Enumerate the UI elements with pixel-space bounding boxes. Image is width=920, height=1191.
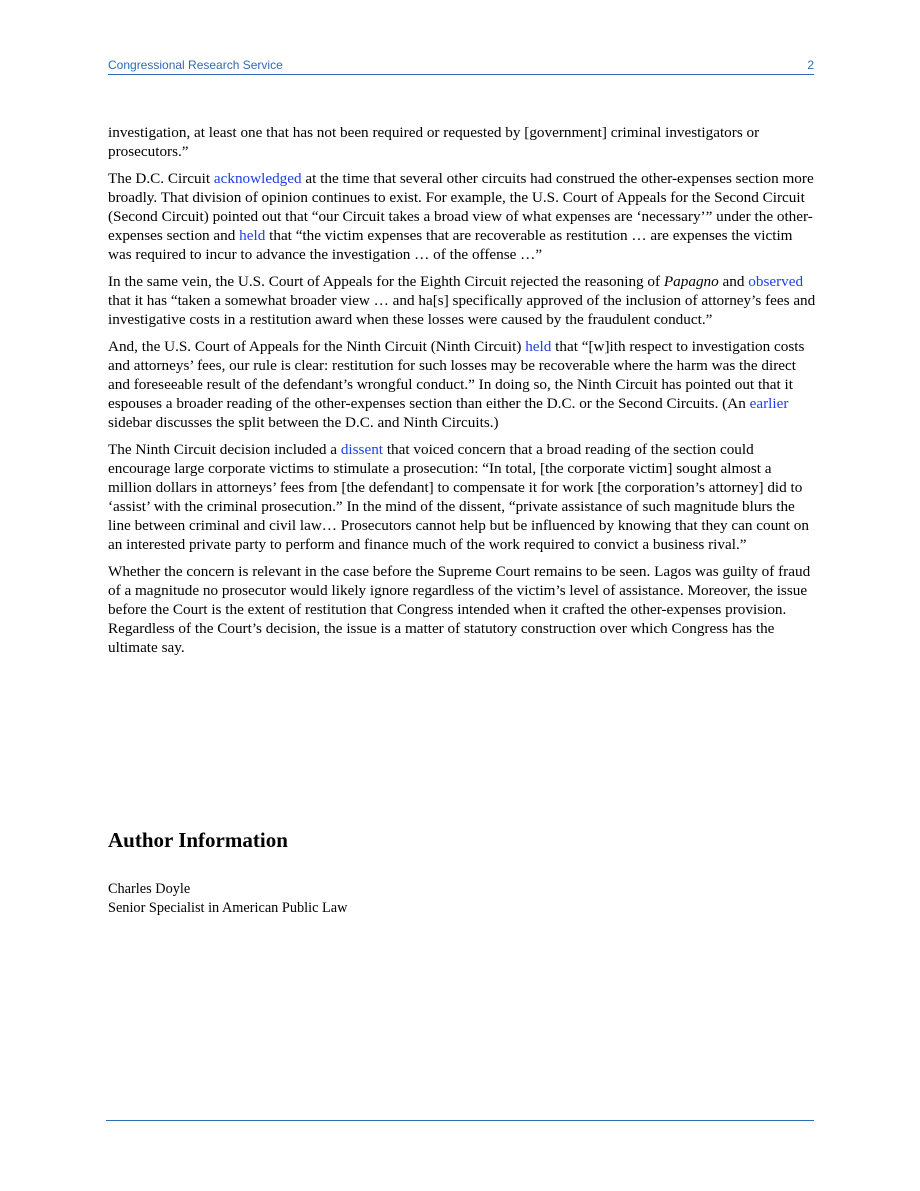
link-held-second-circuit[interactable]: held <box>239 227 266 244</box>
text-span: that voiced concern that a broad reading of the section could encourage large corporate victims to stimulate a prosecution: “In total, [the corporate victim] sought almost a million dollars in attorneys’ fees from [the defendant] to compensate it for work [the corporation’s attorney] did to ‘assist’ with the criminal prosecution.” In the mind of the dissent, “private assistance of such magnitude blurs the line between criminal and civil law… Prosecutors cannot help but be influenced by knowing that they can count on an interested private party to perform and finance much of the work required to convict a business rival.” <box>108 441 809 553</box>
link-acknowledged[interactable]: acknowledged <box>213 170 302 187</box>
link-earlier[interactable]: earlier <box>749 395 789 412</box>
text-span: In the same vein, the U.S. Court of Appeals for the Eighth Circuit rejected the reasoning of <box>108 273 664 290</box>
text-span: at the time that several other circuits had construed the other-expenses section more broadly. That division of opinion continues to exist. For example, the U.S. Court of Appeals for the Second Circuit (Second Circuit) pointed out that “our Circuit takes a broad view of what expenses are ‘necessary’” under the other-expenses section and <box>108 170 814 244</box>
author-role: Senior Specialist in American Public Law <box>108 899 348 916</box>
paragraph <box>108 440 816 554</box>
text-span: that it has “taken a somewhat broader view … and ha[s] specifically approved of the inclusion of attorney’s fees and investigative costs in a restitution award when these losses were caused by the fraudulent conduct.” <box>108 292 816 328</box>
text-span: The D.C. Circuit <box>108 170 214 187</box>
link-dissent[interactable]: dissent <box>340 441 384 458</box>
author-section-title: Author Information <box>108 828 288 852</box>
body-text <box>108 123 816 665</box>
text-span: investigation, at least one that has not been required or requested by [government] criminal investigators or prosecutors.” <box>108 124 760 160</box>
text-span: And, the U.S. Court of Appeals for the Ninth Circuit (Ninth Circuit) <box>108 338 526 355</box>
text-span: and <box>718 273 749 290</box>
text-span: Whether the concern is relevant in the case before the Supreme Court remains to be seen. Lagos was guilty of fraud of a magnitude no prosecutor would likely ignore regardless of the victim’s level of assistance. Moreover, the issue before the Court is the extent of restitution that Congress intended when it crafted the other-expenses provision. Regardless of the Court’s decision, the issue is a matter of statutory construction over which Congress has the ultimate say. <box>108 563 811 656</box>
case-name-italic: Papagno <box>663 273 719 290</box>
paragraph <box>108 272 816 329</box>
author-block <box>108 880 347 917</box>
author-name: Charles Doyle <box>108 881 191 897</box>
text-span: that “[w]ith respect to investigation costs and attorneys’ fees, our rule is clear: restitution for such losses may be recoverable where the harm was the direct and foreseeable result of the defendant’s wrongful conduct.” In doing so, the Ninth Circuit has pointed out that it espouses a broader reading of the other-expenses section than either the D.C. or the Second Circuits. (An <box>108 338 805 412</box>
text-span: The Ninth Circuit decision included a <box>108 441 341 458</box>
paragraph <box>108 562 816 657</box>
footer-divider <box>106 1120 814 1121</box>
text-span: sidebar discusses the split between the D.C. and Ninth Circuits.) <box>108 414 499 431</box>
link-held-ninth-circuit[interactable]: held <box>525 338 552 355</box>
page-number: 2 <box>807 58 814 72</box>
paragraph <box>108 123 816 161</box>
paragraph <box>108 337 816 432</box>
page-header <box>108 58 814 75</box>
header-org: Congressional Research Service <box>108 58 283 72</box>
paragraph <box>108 169 816 264</box>
link-observed[interactable]: observed <box>748 273 804 290</box>
text-span: that “the victim expenses that are recoverable as restitution … are expenses the victim was required to incur to advance the investigation … of the offense …” <box>108 227 793 263</box>
